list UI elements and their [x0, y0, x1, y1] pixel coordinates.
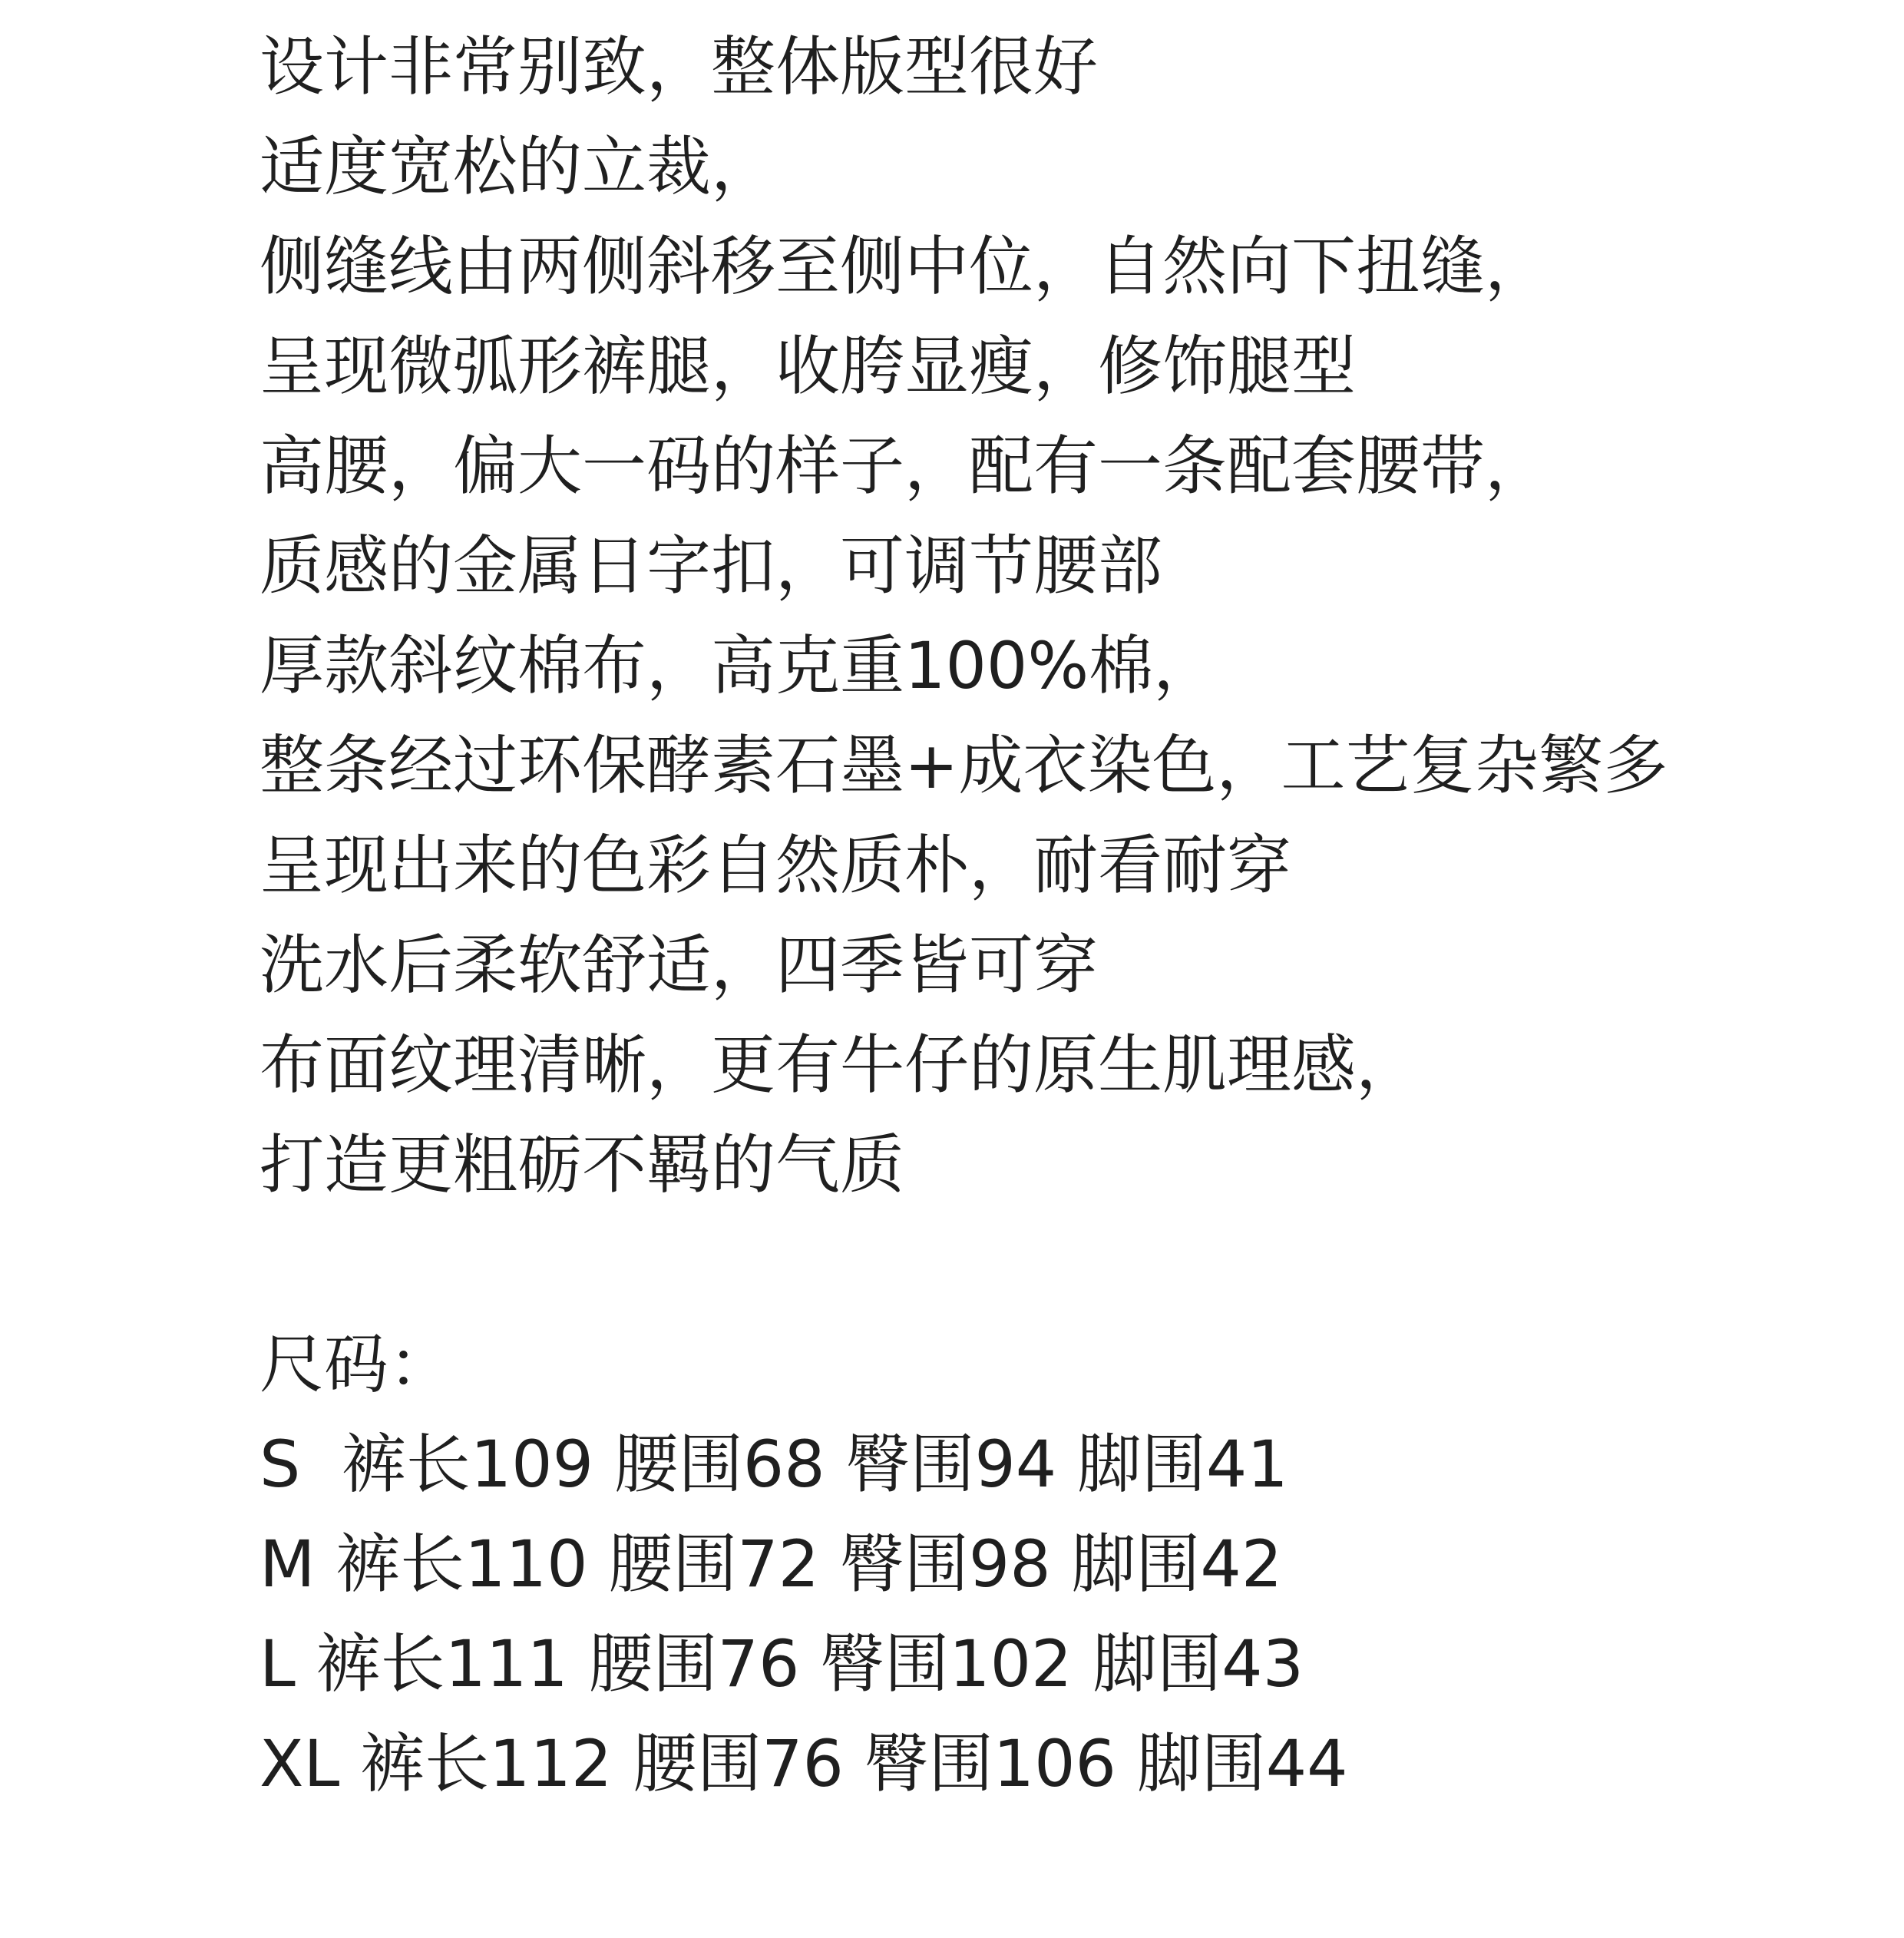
size-heading: 尺码： [259, 1327, 454, 1402]
size-line-l: L 裤长111 腰围76 臀围102 脚围43 [259, 1626, 1304, 1702]
description-line: 适度宽松的立裁， [259, 129, 776, 204]
description-line: 呈现出来的色彩自然质朴，耐看耐穿 [259, 828, 1292, 903]
size-line-xl: XL 裤长112 腰围76 臀围106 脚围44 [259, 1726, 1348, 1801]
description-line: 设计非常别致，整体版型很好 [259, 29, 1099, 104]
description-line: 整条经过环保酵素石墨+成衣染色，工艺复杂繁多 [259, 728, 1668, 803]
description-line: 洗水后柔软舒适，四季皆可穿 [259, 928, 1099, 1003]
size-line-m: M 裤长110 腰围72 臀围98 脚围42 [259, 1526, 1283, 1602]
blank-line [259, 1215, 1856, 1315]
description-line: 厚款斜纹棉布，高克重100%棉， [259, 628, 1218, 703]
description-line: 高腰，偏大一码的样子，配有一条配套腰带， [259, 428, 1550, 504]
description-line: 呈现微弧形裤腿，收胯显瘦，修饰腿型 [259, 329, 1357, 404]
text-block [259, 17, 1856, 1814]
description-line: 打造更粗砺不羁的气质 [259, 1127, 905, 1202]
description-line: 质感的金属日字扣，可调节腰部 [259, 528, 1163, 604]
size-line-s: S 裤长109 腰围68 臀围94 脚围41 [259, 1427, 1288, 1502]
description-line: 布面纹理清晰，更有牛仔的原生肌理感， [259, 1027, 1421, 1103]
description-line: 侧缝线由两侧斜移至侧中位，自然向下扭缝， [259, 229, 1550, 304]
